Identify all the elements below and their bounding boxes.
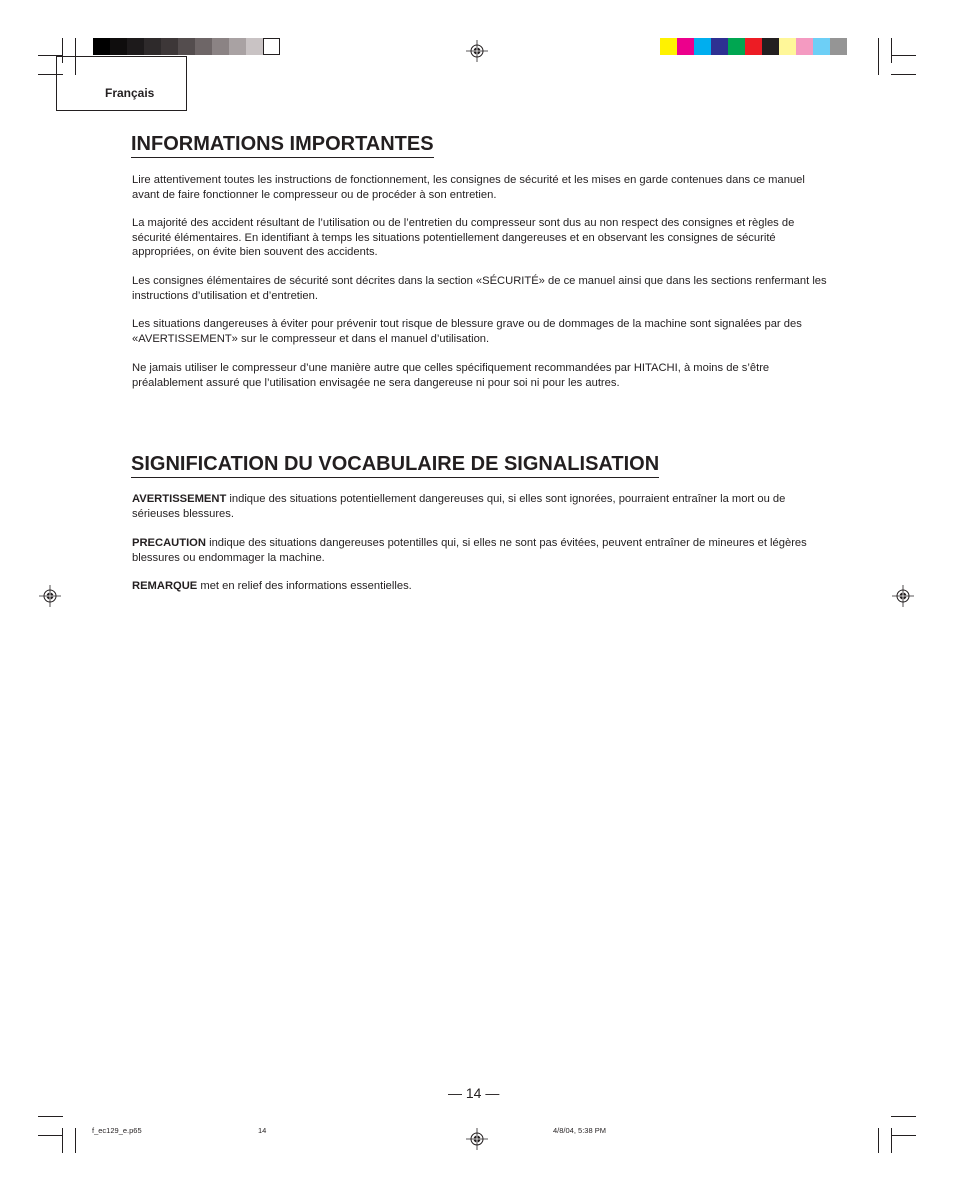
color-swatch xyxy=(677,38,694,55)
color-swatch xyxy=(813,38,830,55)
color-swatch xyxy=(660,38,677,55)
registration-mark-icon xyxy=(892,585,914,607)
color-swatch xyxy=(779,38,796,55)
language-label: Français xyxy=(105,86,155,100)
crop-mark xyxy=(891,1135,916,1136)
definition-text: met en relief des informations essentielles. xyxy=(197,580,412,592)
color-swatch xyxy=(694,38,711,55)
paragraph: Lire attentivement toutes les instructions de fonctionnement, les consignes de sécurité et les mises en garde contenues dans ce manuel avant de faire fonctionner le compresseur ou de procéder à son entretien. xyxy=(132,174,805,201)
definition-item xyxy=(132,579,832,594)
crop-mark xyxy=(891,1116,916,1117)
registration-mark-icon xyxy=(39,585,61,607)
paragraph: Les consignes élémentaires de sécurité sont décrites dans la section «SÉCURITÉ» de ce manuel ainsi que dans les sections renfermant les instructions d’utilisation et d’entretien. xyxy=(132,275,827,302)
paragraph: La majorité des accident résultant de l’utilisation ou de l’entretien du compresseur sont dus au non respect des consignes et règles de sécurité élémentaires. En identifiant à temps les situations potentiellement dangereuses et en observant les consignes de sécurité appropriées, on évite bien souvent des accidents. xyxy=(132,217,795,258)
section-title-signification: SIGNIFICATION DU VOCABULAIRE DE SIGNALISATION xyxy=(131,452,659,478)
color-swatch xyxy=(161,38,178,55)
color-swatch xyxy=(127,38,144,55)
crop-mark xyxy=(38,1135,63,1136)
crop-mark xyxy=(878,1128,879,1153)
color-swatch xyxy=(212,38,229,55)
section-title-informations: INFORMATIONS IMPORTANTES xyxy=(131,132,434,158)
color-calibration-bar xyxy=(660,38,847,55)
crop-mark xyxy=(891,55,916,56)
crop-mark xyxy=(891,38,892,63)
page-number: — 14 — xyxy=(448,1085,500,1101)
crop-mark xyxy=(891,74,916,75)
footer-datetime: 4/8/04, 5:38 PM xyxy=(553,1126,606,1135)
color-swatch xyxy=(728,38,745,55)
color-swatch xyxy=(762,38,779,55)
color-swatch xyxy=(93,38,110,55)
color-swatch xyxy=(195,38,212,55)
crop-mark xyxy=(38,1116,63,1117)
color-swatch xyxy=(246,38,263,55)
definition-item xyxy=(132,492,832,521)
definition-item xyxy=(132,536,832,565)
crop-mark xyxy=(62,1128,63,1153)
definition-term: PRECAUTION xyxy=(132,537,206,549)
crop-mark xyxy=(891,1128,892,1153)
registration-mark-icon xyxy=(466,1128,488,1150)
color-swatch xyxy=(263,38,280,55)
color-swatch xyxy=(178,38,195,55)
color-swatch xyxy=(110,38,127,55)
color-swatch xyxy=(745,38,762,55)
paragraph: Les situations dangereuses à éviter pour prévenir tout risque de blessure grave ou de dommages de la machine sont signalées par des «AVERTISSEMENT» sur le compresseur et dans el manuel d’utilisation. xyxy=(132,318,802,345)
grayscale-calibration-bar xyxy=(93,38,280,55)
paragraph: Ne jamais utiliser le compresseur d’une manière autre que celles spécifiquement recommandées par HITACHI, à moins de s’être préalablement assuré que l’utilisation envisagée ne sera dangereuse ni pour soi ni pour les autres. xyxy=(132,362,770,389)
definition-term: AVERTISSEMENT xyxy=(132,493,227,505)
footer-page: 14 xyxy=(258,1126,267,1135)
color-swatch xyxy=(711,38,728,55)
definition-text: indique des situations dangereuses potentilles qui, si elles ne sont pas évitées, peuvent entraîner de mineures et légères blessures ou endommager la machine. xyxy=(132,537,807,564)
registration-mark-icon xyxy=(466,40,488,62)
color-swatch xyxy=(796,38,813,55)
crop-mark xyxy=(878,38,879,75)
footer-filename: f_ec129_e.p65 xyxy=(92,1126,142,1135)
language-tab xyxy=(56,56,187,111)
crop-mark xyxy=(75,1128,76,1153)
definition-text: indique des situations potentiellement dangereuses qui, si elles sont ignorées, pourraient entraîner la mort ou de sérieuses blessures. xyxy=(132,493,786,520)
color-swatch xyxy=(830,38,847,55)
definition-term: REMARQUE xyxy=(132,580,198,592)
color-swatch xyxy=(144,38,161,55)
color-swatch xyxy=(229,38,246,55)
